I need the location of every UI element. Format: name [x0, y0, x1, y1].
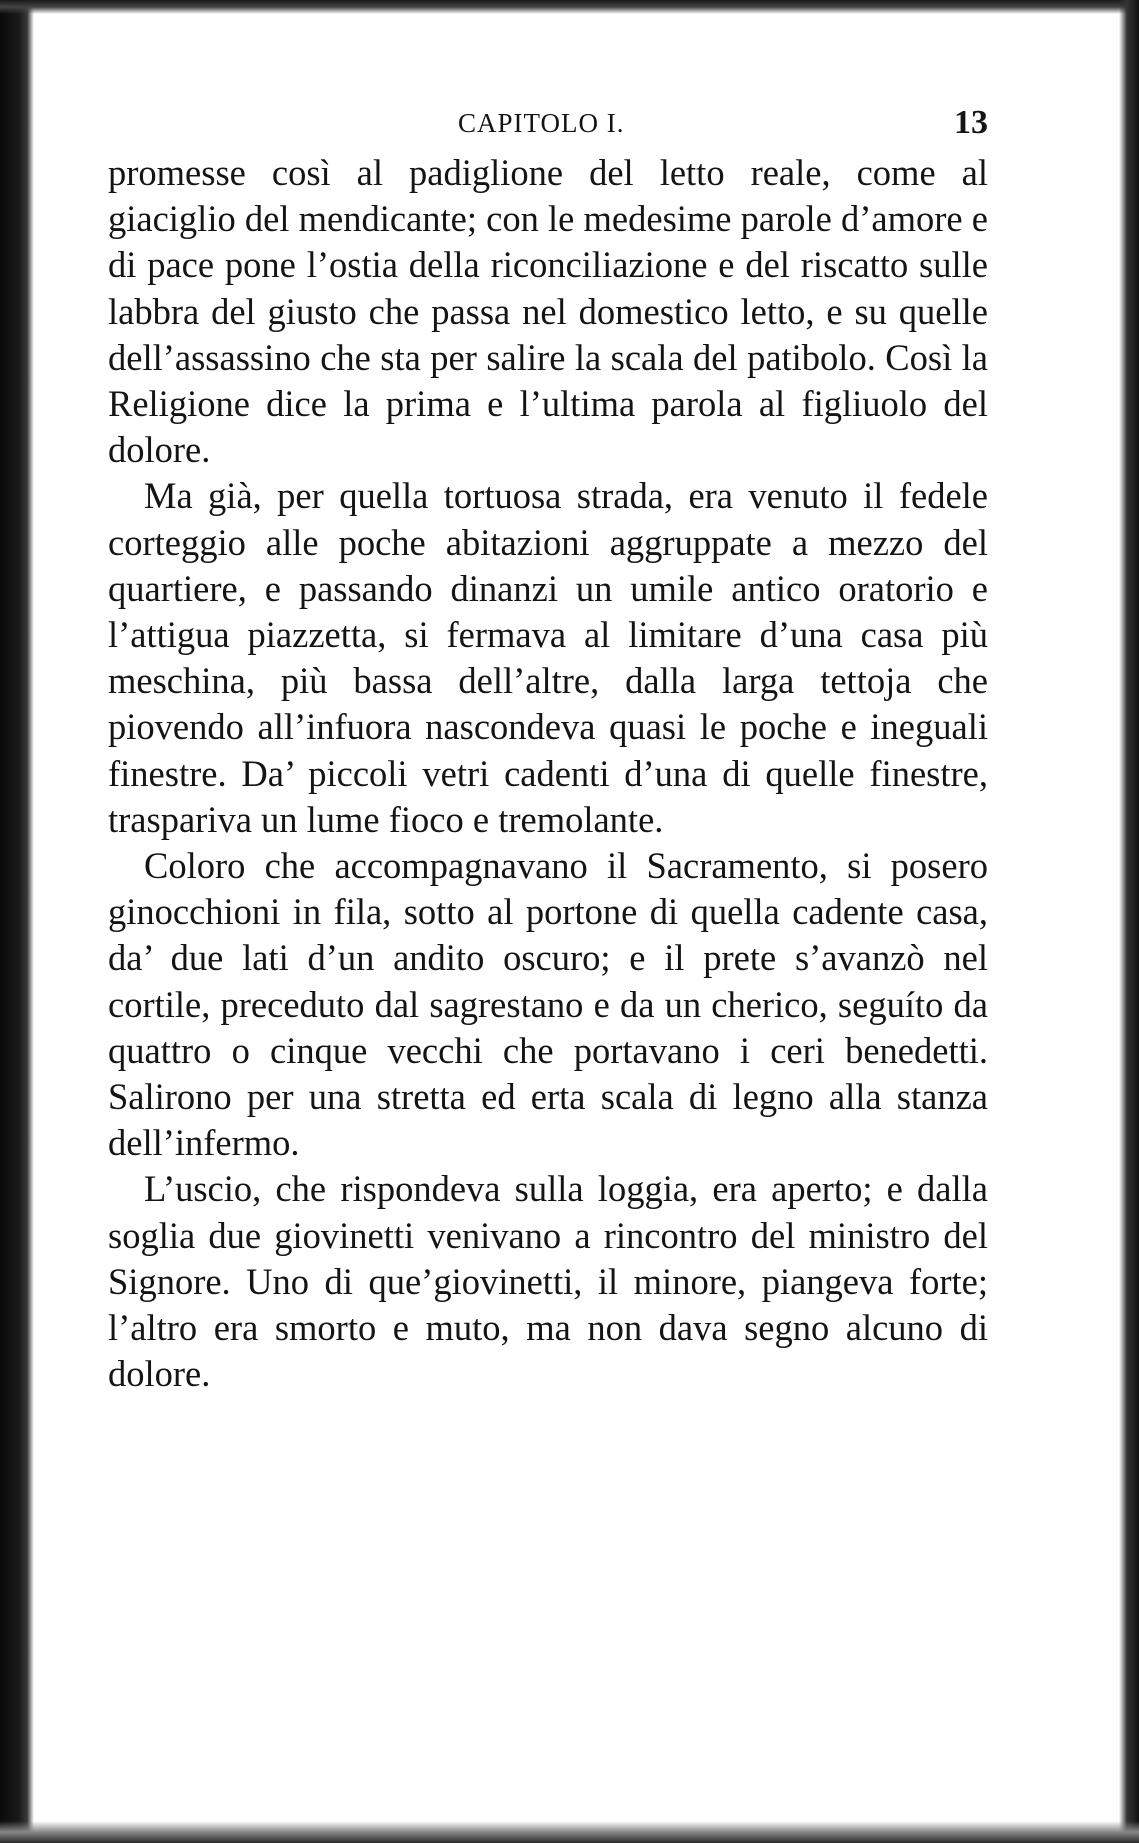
paragraph-doorway: L’uscio, che rispondeva sulla loggia, era aperto; e dalla soglia due giovinetti venivano a rincontro del ministro del Signore. Uno di que’giovinetti, il minore, piangeva forte; l’altro era smorto e muto, ma non dava segno alcuno di dolore.	[108, 1168, 988, 1395]
running-head: CAPITOLO I.	[458, 108, 625, 138]
scan-edge-bottom	[0, 1821, 1139, 1843]
paragraph-kneeling: Coloro che accompagnavano il Sacramento, si posero ginocchioni in fila, sotto al portone di quella cadente casa, da’ due lati d’un andito oscuro; e il prete s’avanzò nel cortile, preceduto dal sagrestano e da un cherico, seguíto da quattro o cinque vecchi che portavano i ceri benedetti. Salirono per una stretta ed erta scala di legno alla stanza dell’infermo.	[108, 845, 988, 1164]
scan-edge-top	[0, 0, 1139, 14]
paragraph-continued: promesse così al padiglione del letto reale, come al giaciglio del mendicante; con le medesime parole d’amore e di pace pone l’ostia della riconciliazione e del riscatto sulle labbra del giusto che passa nel domestico letto, e su quelle dell’assassino che sta per salire la scala del patibolo. Così la Religione dice la prima e l’ultima parola al figliuolo del dolore.	[108, 152, 988, 471]
scan-edge-right	[1119, 0, 1139, 1843]
paragraph-procession: Ma già, per quella tortuosa strada, era venuto il fedele corteggio alle poche abitazioni aggruppate a mezzo del quartiere, e passando dinanzi un umile antico oratorio e l’attigua piazzetta, si fermava al limitare d’una casa più meschina, più bassa dell’altre, dalla larga tettoja che piovendo all’infuora nascondeva quasi le poche e ineguali finestre. Da’ piccoli vetri cadenti d’una di quelle finestre, traspariva un lume fioco e tremolante.	[108, 475, 988, 840]
page-header	[108, 104, 988, 144]
body-text	[108, 150, 988, 1397]
page-number: 13	[954, 104, 988, 141]
scan-edge-left	[0, 0, 34, 1843]
